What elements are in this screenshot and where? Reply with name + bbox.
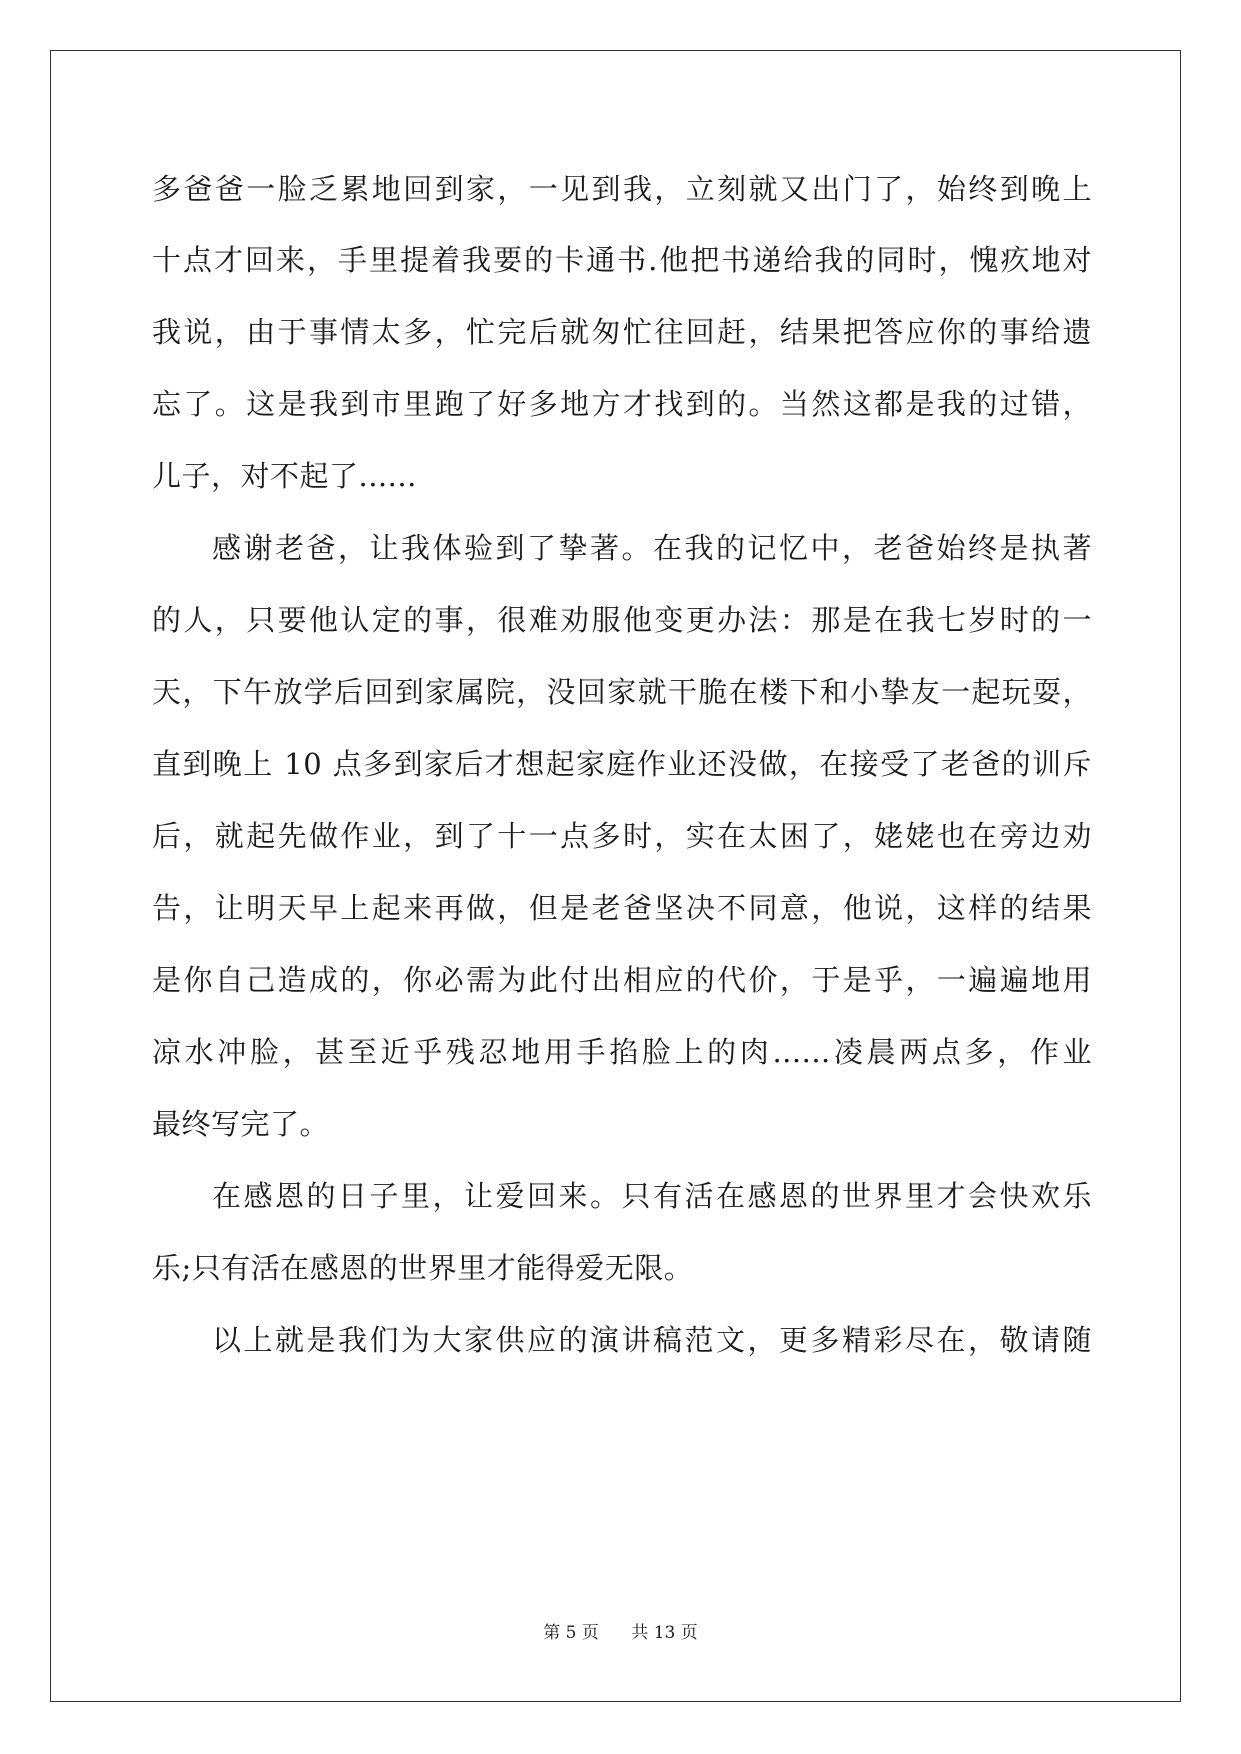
text-line: 乐;只有活在感恩的世界里才能得爱无限。 xyxy=(152,1251,694,1285)
page-total: 共 13 页 xyxy=(631,1623,698,1643)
page-footer xyxy=(0,1618,1241,1643)
text-line: 直到晚上 10 点多到家后才想起家庭作业还没做，在接受了老爸的训斥 xyxy=(152,747,1092,781)
text-line: 儿子，对不起了...... xyxy=(152,459,417,493)
text-line: 的人，只要他认定的事，很难劝服他变更办法：那是在我七岁时的一 xyxy=(152,603,1092,637)
page-border xyxy=(50,50,1181,1702)
text-line: 天，下午放学后回到家属院，没回家就干脆在楼下和小挚友一起玩耍， xyxy=(152,675,1092,709)
text-line: 最终写完了。 xyxy=(152,1107,330,1141)
text-line: 告，让明天早上起来再做，但是老爸坚决不同意，他说，这样的结果 xyxy=(152,891,1092,925)
paragraph-first-line: 感谢老爸，让我体验到了挚著。在我的记忆中，老爸始终是执著 xyxy=(212,531,1092,565)
text-line: 是你自己造成的，你必需为此付出相应的代价，于是乎，一遍遍地用 xyxy=(152,963,1092,997)
page-number: 第 5 页 xyxy=(543,1623,599,1643)
text-line: 后，就起先做作业，到了十一点多时，实在太困了，姥姥也在旁边劝 xyxy=(152,819,1092,853)
text-line: 忘了。这是我到市里跑了好多地方才找到的。当然这都是我的过错， xyxy=(152,387,1092,421)
text-line: 凉水冲脸，甚至近乎残忍地用手掐脸上的肉......凌晨两点多，作业 xyxy=(152,1035,1092,1069)
paragraph-first-line: 在感恩的日子里，让爱回来。只有活在感恩的世界里才会快欢乐 xyxy=(212,1179,1092,1213)
text-line: 多爸爸一脸乏累地回到家，一见到我，立刻就又出门了，始终到晚上 xyxy=(152,172,1092,206)
text-line: 我说，由于事情太多，忙完后就匆忙往回赶，结果把答应你的事给遗 xyxy=(152,315,1092,349)
paragraph-first-line: 以上就是我们为大家供应的演讲稿范文，更多精彩尽在，敬请随 xyxy=(212,1323,1092,1357)
text-line: 十点才回来，手里提着我要的卡通书.他把书递给我的同时，愧疚地对 xyxy=(152,243,1092,277)
